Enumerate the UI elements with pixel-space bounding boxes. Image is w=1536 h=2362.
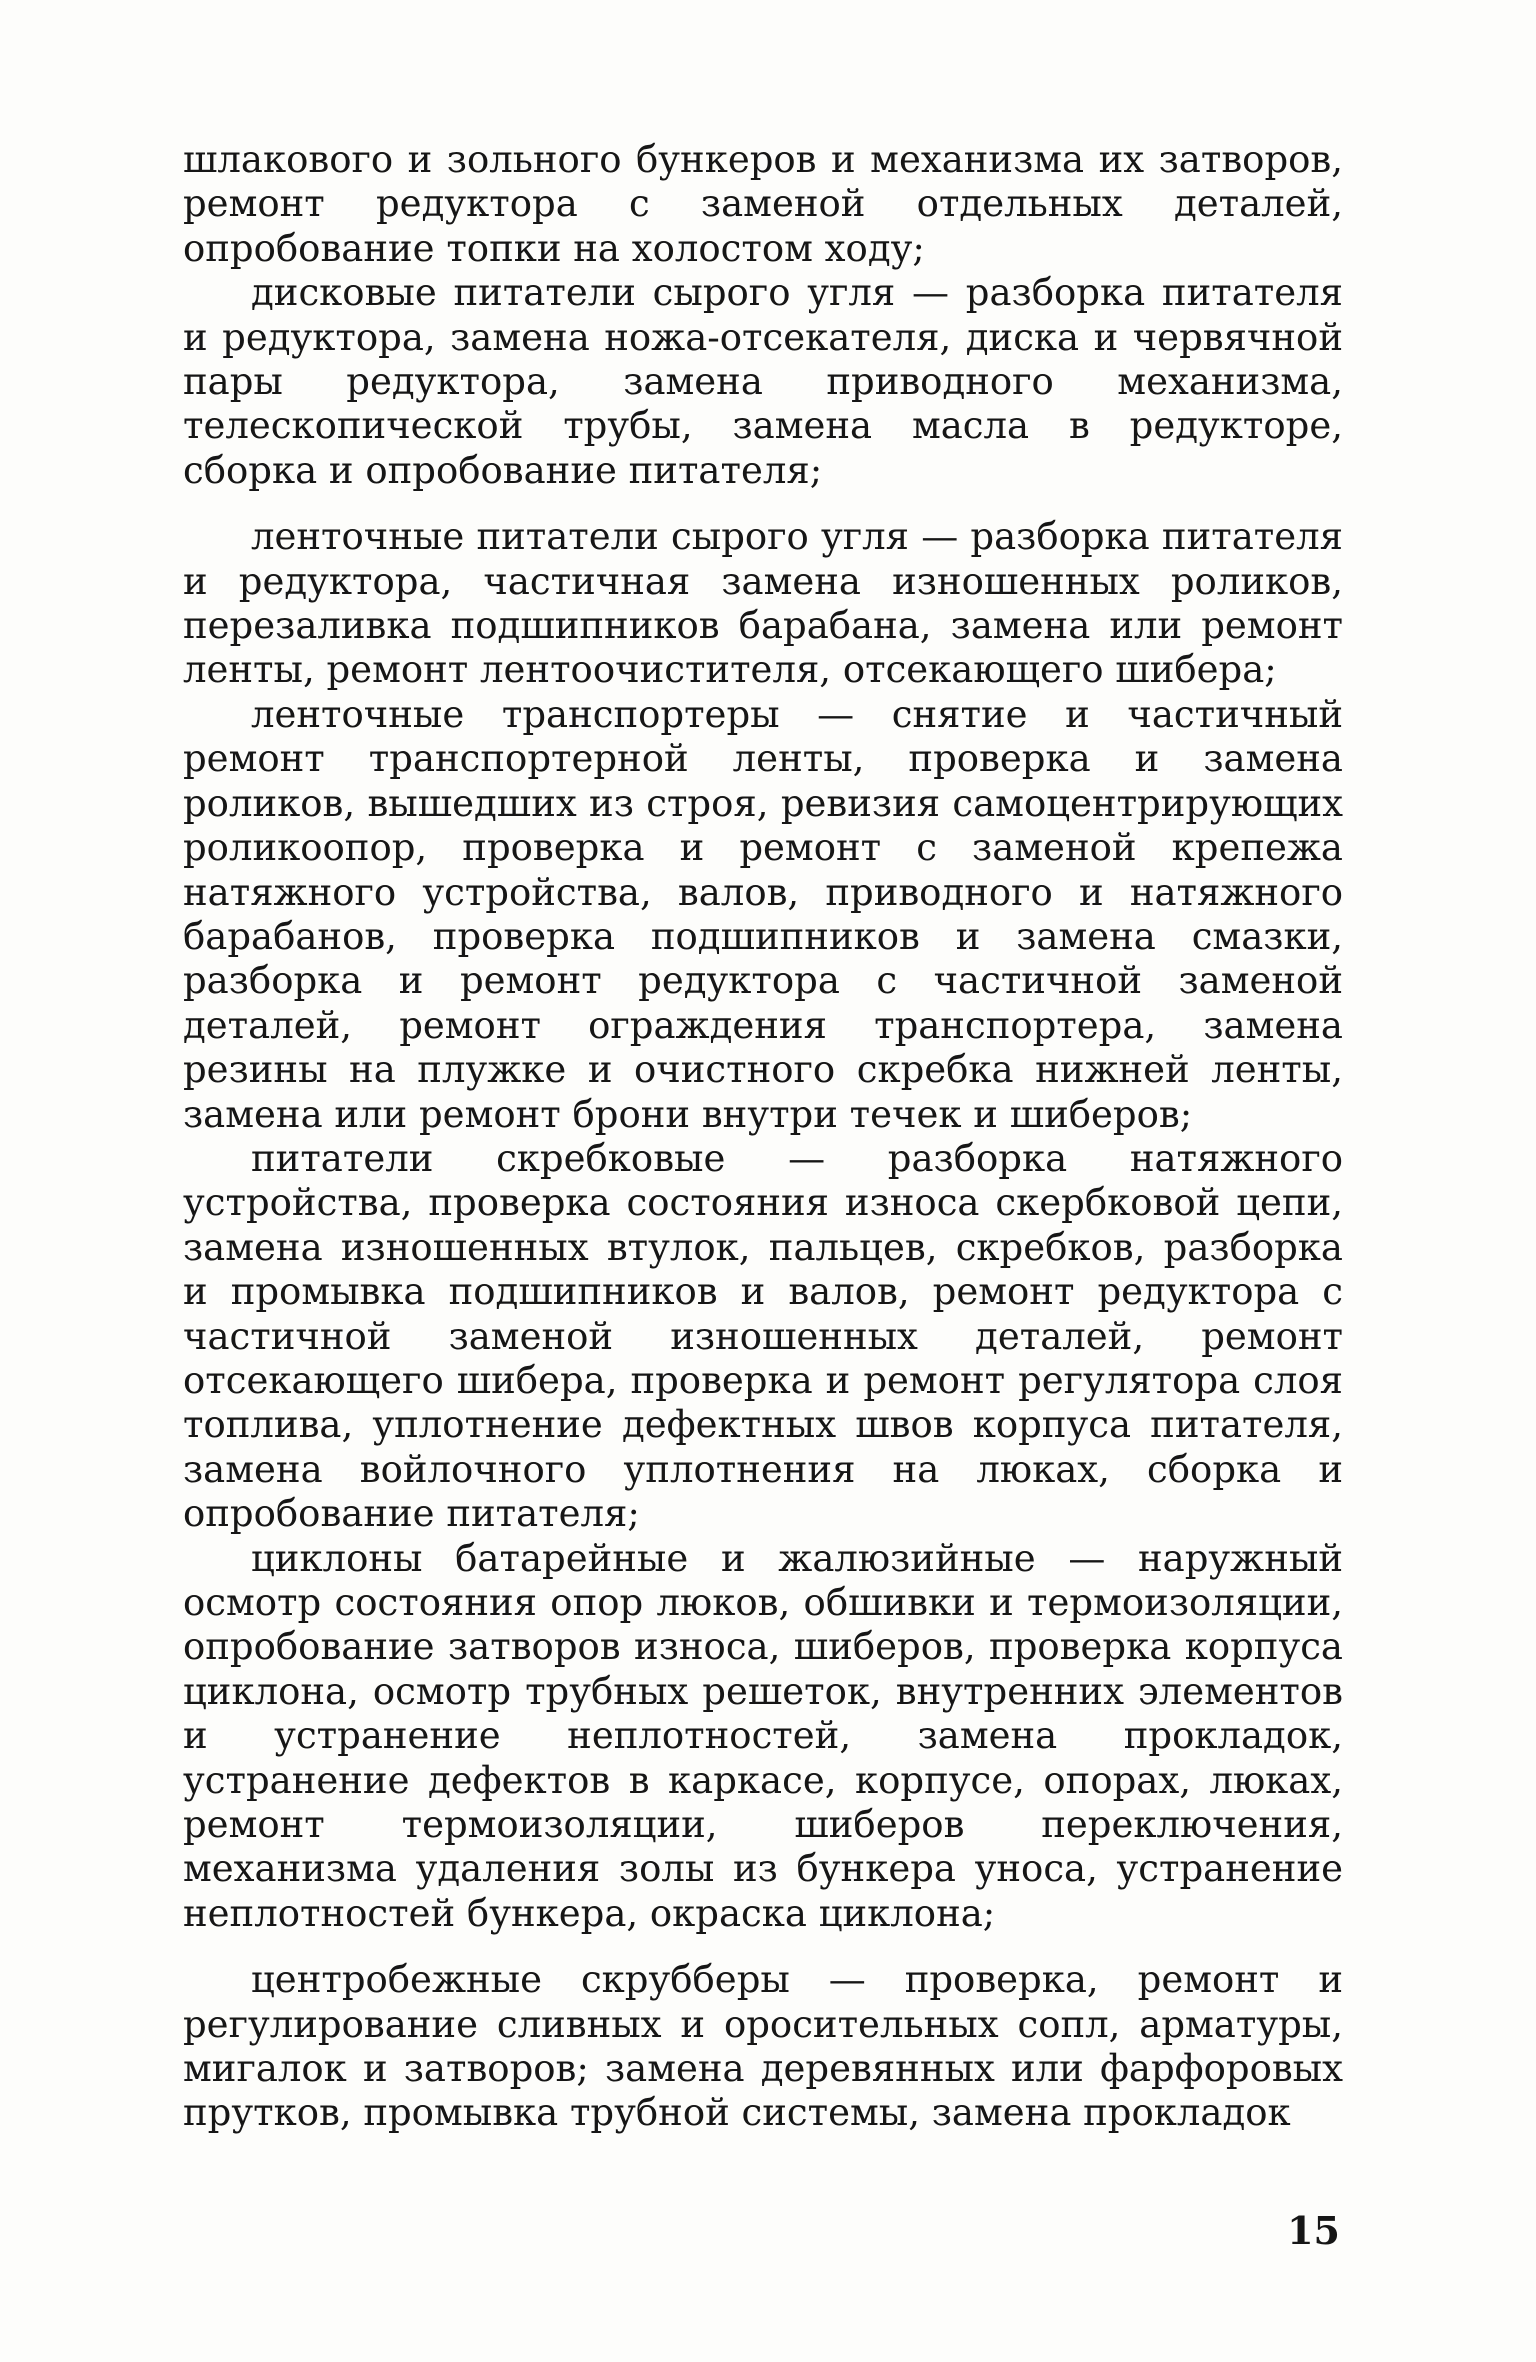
page-number: 15: [1287, 2208, 1340, 2253]
paragraph-continuation: шлакового и зольного бункеров и механизма их затворов, ремонт редуктора с заменой отдельных деталей, опробование топки на холостом ходу;: [183, 138, 1343, 270]
body-text: [183, 138, 1343, 2136]
paragraph-scrubbers: центробежные скрубберы — проверка, ремонт и регулирование сливных и оросительных сопл, арматуры, мигалок и затворов; замена деревянных или фарфоровых прутков, промывка трубной системы, замена прокладок: [183, 1958, 1343, 2135]
paragraph-belt-conveyors: ленточные транспортеры — снятие и частичный ремонт транспортерной ленты, проверка и замена роликов, вышедших из строя, ревизия самоцентрирующих роликоопор, проверка и ремонт с заменой крепежа натяжного устройства, валов, приводного и натяжного барабанов, проверка подшипников и замена смазки, разборка и ремонт редуктора с частичной заменой деталей, ремонт ограждения транспортера, замена резины на плужке и очистного скребка нижней ленты, замена или ремонт брони внутри течек и шиберов;: [183, 692, 1343, 1136]
paragraph-scraper-feeders: питатели скребковые — разборка натяжного устройства, проверка состояния износа скербковой цепи, замена изношенных втулок, пальцев, скребков, разборка и промывка подшипников и валов, ремонт редуктора с частичной заменой изношенных деталей, ремонт отсекающего шибера, проверка и ремонт регулятора слоя топлива, уплотнение дефектных швов корпуса питателя, замена войлочного уплотнения на люках, сборка и опробование питателя;: [183, 1136, 1343, 1536]
paragraph-belt-feeders: ленточные питатели сырого угля — разборка питателя и редуктора, частичная замена изношенных роликов, перезаливка подшипников барабана, замена или ремонт ленты, ремонт лентоочистителя, отсекающего шибера;: [183, 515, 1343, 692]
paragraph-cyclones: циклоны батарейные и жалюзийные — наружный осмотр состояния опор люков, обшивки и термоизоляции, опробование затворов износа, шиберов, проверка корпуса циклона, осмотр трубных решеток, внутренних элементов и устранение неплотностей, замена прокладок, устранение дефектов в каркасе, корпусе, опорах, люках, ремонт термоизоляции, шиберов переключения, механизма удаления золы из бункера уноса, устранение неплотностей бункера, окраска циклона;: [183, 1536, 1343, 1935]
paragraph-disk-feeders: дисковые питатели сырого угля — разборка питателя и редуктора, замена ножа-отсекателя, диска и червячной пары редуктора, замена приводного механизма, телескопической трубы, замена масла в редукторе, сборка и опробование питателя;: [183, 271, 1343, 492]
